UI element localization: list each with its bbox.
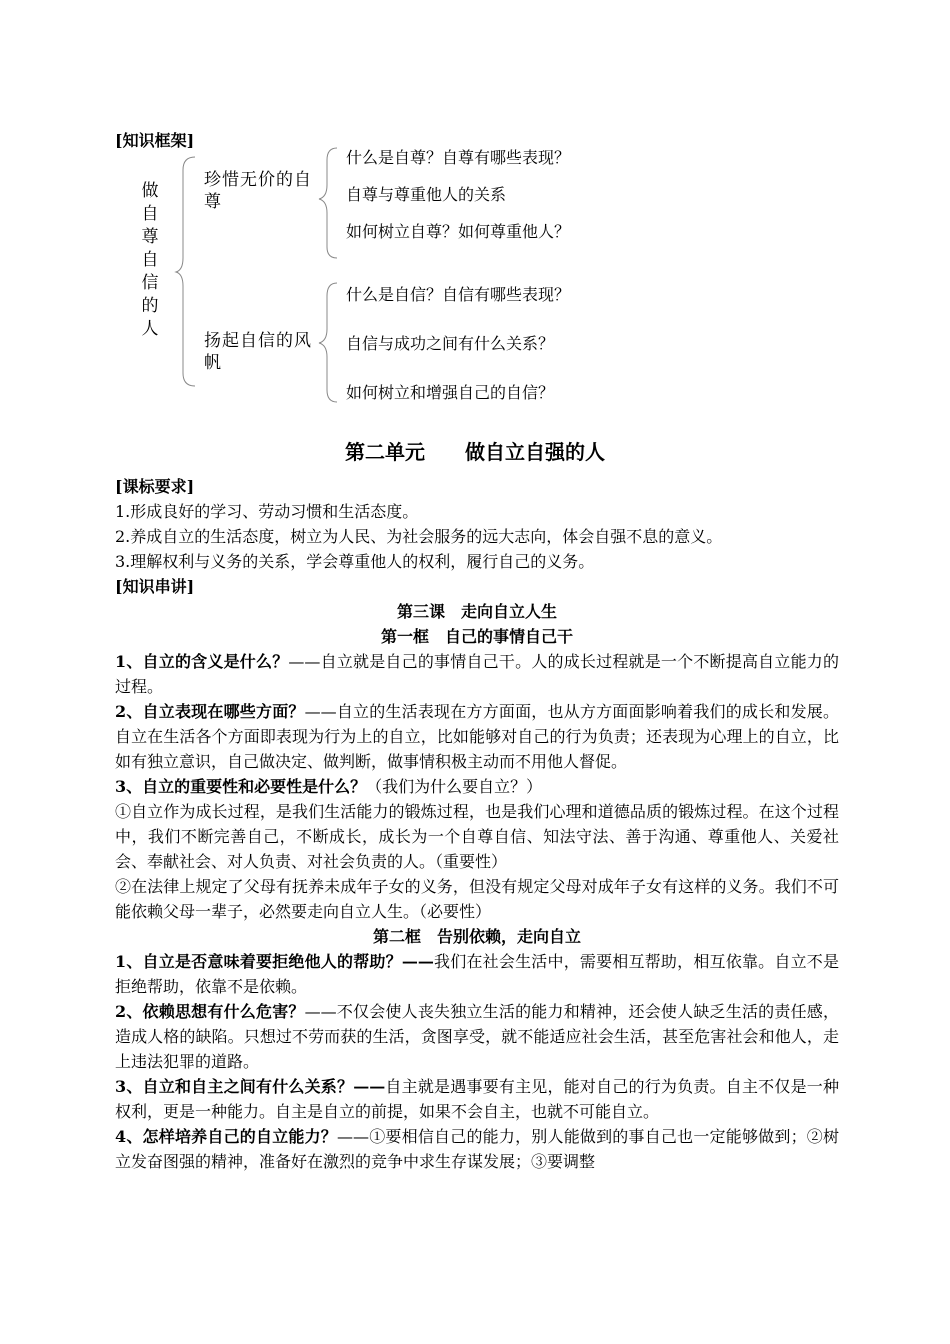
question: 1、自立的含义是什么？ xyxy=(115,652,289,671)
qa-item xyxy=(115,999,839,1074)
point-importance: ①自立作为成长过程，是我们生活能力的锻炼过程，也是我们心理和道德品质的锻炼过程。在这个过程中，我们不断完善自己，不断成长，成长为一个自尊自信、知法守法、善于沟通、尊重他人、关爱社会、奉献社会、对人负责、对社会负责的人。（重要性） xyxy=(115,802,839,871)
frame2-title: 第二框 告别依赖，走向自立 xyxy=(372,927,581,946)
standard-item: 2.养成自立的生活态度，树立为人民、为社会服务的远大志向，体会自强不息的意义。 xyxy=(115,527,723,546)
question: 2、依赖思想有什么危害？ xyxy=(115,1002,305,1021)
branch1-brace xyxy=(319,148,337,258)
frame1-title: 第一框 自己的事情自己干 xyxy=(380,627,573,646)
branch2-question-2: 自信与成功之间有什么关系？ xyxy=(346,334,555,353)
question: 2、自立表现在哪些方面？ xyxy=(115,702,305,721)
qa-item xyxy=(115,774,839,799)
framework-heading: [知识框架] xyxy=(115,131,195,150)
answer: ——不仅会使人丧失独立生活的能力和精神，还会使人缺乏生活的责任感，造成人格的缺陷。只想过不劳而获的生活，贪图享受，就不能适应社会生活，甚至危害社会和他人，走上违法犯罪的道路。 xyxy=(115,1002,839,1071)
body-content xyxy=(115,474,839,1174)
answer: 自主就是遇事要有主见，能对自己的行为负责。自主不仅是一种权利，更是一种能力。自主是自立的前提，如果不会自主，也就不可能自立。 xyxy=(115,1077,839,1121)
answer: ——①要相信自己的能力，别人能做到的事自己也一定能够做到；②树立发奋图强的精神，准备好在激烈的竞争中求生存谋发展；③要调整 xyxy=(115,1127,839,1171)
answer: 我们在社会生活中，需要相互帮助，相互依靠。自立不是拒绝帮助，依靠不是依赖。 xyxy=(115,952,839,996)
root-brace xyxy=(176,157,195,386)
lesson-title: 第三课 走向自立人生 xyxy=(396,602,557,621)
question: 4、怎样培养自己的自立能力？ xyxy=(115,1127,338,1146)
framework-braces xyxy=(0,0,950,420)
answer: ——自立的生活表现在方方面面，也从方方面面影响着我们的成长和发展。自立在生活各个方面即表现为行为上的自立，比如能够对自己的行为负责；还表现为心理上的自立，比如有独立意识，自己做决定、做判断，做事情积极主动而不用他人督促。 xyxy=(115,702,839,771)
question: 1、自立是否意味着要拒绝他人的帮助？—— xyxy=(115,952,434,971)
branch2-question-3: 如何树立和增强自己的自信？ xyxy=(346,383,555,402)
standard-item: 1.形成良好的学习、劳动习惯和生活态度。 xyxy=(115,502,419,521)
qa-item xyxy=(115,1074,839,1124)
branch2-brace xyxy=(319,283,337,402)
qa-item xyxy=(115,649,839,699)
qa-item xyxy=(115,1124,839,1174)
branch2-label: 扬起自信的风帆 xyxy=(204,331,312,373)
standard-item: 3.理解权利与义务的关系，学会尊重他人的权利，履行自己的义务。 xyxy=(115,552,595,571)
answer: （我们为什么要自立？） xyxy=(366,777,543,796)
qa-item xyxy=(115,949,839,999)
branch1-question-3: 如何树立自尊？如何尊重他人？ xyxy=(346,222,571,241)
branch1-question-2: 自尊与尊重他人的关系 xyxy=(346,185,507,204)
lecture-heading: [知识串讲] xyxy=(115,577,195,596)
question: 3、自立和自主之间有什么关系？—— xyxy=(115,1077,386,1096)
qa-item xyxy=(115,699,839,774)
point-necessity: ②在法律上规定了父母有抚养未成年子女的义务，但没有规定父母对成年子女有这样的义务。我们不可能依赖父母一辈子，必然要走向自立人生。（必要性） xyxy=(115,877,839,921)
branch1-label: 珍惜无价的自尊 xyxy=(204,170,312,212)
question: 3、自立的重要性和必要性是什么？ xyxy=(115,777,367,796)
framework-root-title: 做自尊自信的人 xyxy=(141,181,159,339)
standards-heading: [课标要求] xyxy=(115,477,195,496)
unit-title: 第二单元 做自立自强的人 xyxy=(345,440,605,464)
answer: ——自立就是自己的事情自己干。人的成长过程就是一个不断提高自立能力的过程。 xyxy=(115,652,839,696)
branch2-question-1: 什么是自信？自信有哪些表现？ xyxy=(346,285,571,304)
branch1-question-1: 什么是自尊？自尊有哪些表现？ xyxy=(346,148,571,167)
